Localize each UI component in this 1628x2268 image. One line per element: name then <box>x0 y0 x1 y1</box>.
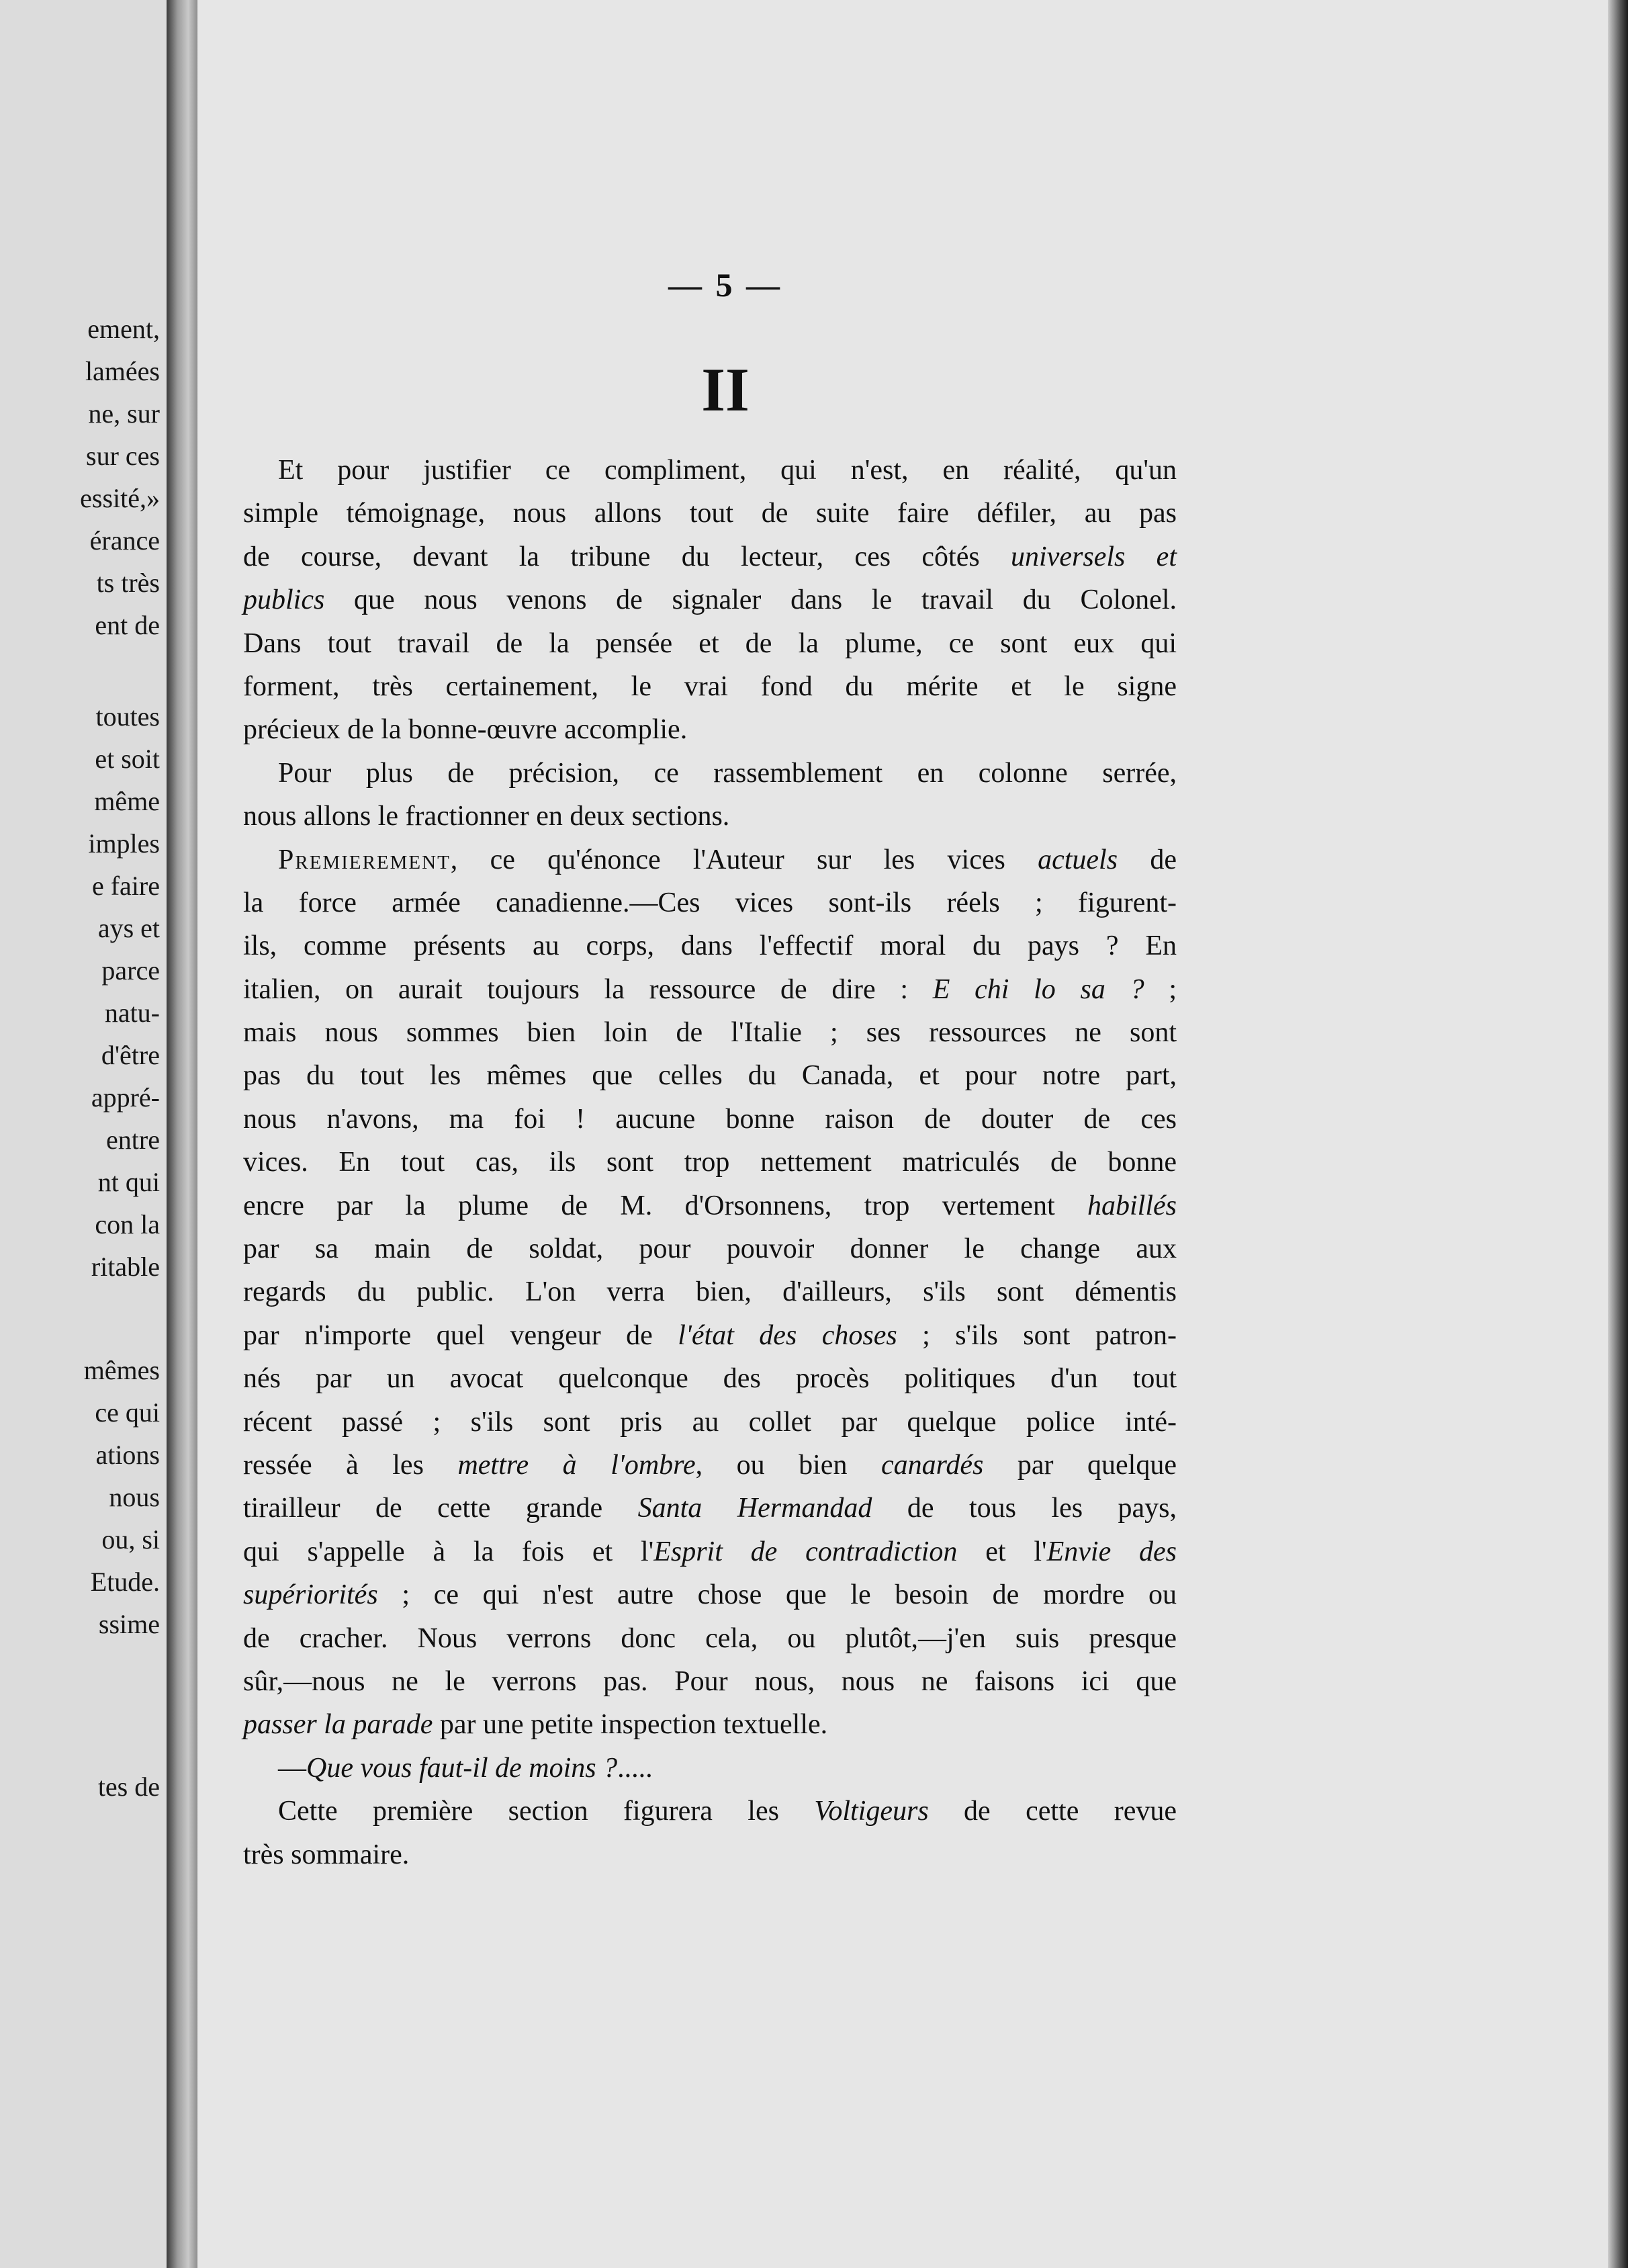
left-page-fragment: nt qui <box>97 1167 160 1197</box>
left-page-fragment: ement, <box>87 314 160 344</box>
text-line: publics que nous venons de signaler dans le travail du Colonel. <box>243 584 1177 616</box>
paragraph <box>243 1747 1177 1790</box>
left-page-fragment: même <box>94 786 160 816</box>
chapter-heading: II <box>701 355 750 424</box>
left-page-fragment: nous <box>109 1482 160 1512</box>
text-line: précieux de la bonne-œuvre accomplie. <box>243 714 688 746</box>
text-line: Et pour justifier ce compliment, qui n'est, en réalité, qu'un <box>278 455 1177 486</box>
left-page-fragment: ce qui <box>95 1397 160 1428</box>
text-line: ressée à les mettre à l'ombre, ou bien canardés par quelque <box>243 1449 1177 1481</box>
text-line: tirailleur de cette grande Santa Hermandad de tous les pays, <box>243 1493 1177 1524</box>
left-page-fragment: érance <box>89 525 160 556</box>
text-line: sûr,—nous ne le verrons pas. Pour nous, nous ne faisons ici que <box>243 1665 1177 1697</box>
left-page-fragment: essité,» <box>80 483 160 513</box>
page-edge <box>1608 0 1628 2268</box>
left-page-fragment: ts très <box>96 568 160 598</box>
left-facing-page <box>0 0 167 2268</box>
text-line: Pour plus de précision, ce rassemblement en colonne serrée, <box>278 757 1177 789</box>
left-page-fragment: ne, sur <box>88 398 160 429</box>
left-page-fragment: et soit <box>95 744 160 774</box>
left-page-fragment: Etude. <box>90 1567 160 1597</box>
text-line: vices. En tout cas, ils sont trop nettement matriculés de bonne <box>243 1147 1177 1178</box>
text-line: qui s'appelle à la fois et l'Esprit de contradiction et l'Envie des <box>243 1536 1177 1567</box>
page-number: — 5 — <box>668 266 782 304</box>
text-line: forment, très certainement, le vrai fond du mérite et le signe <box>243 670 1177 702</box>
left-page-fragment: con la <box>95 1209 160 1239</box>
left-page-fragment: lamées <box>85 356 160 386</box>
left-page-fragment: e faire <box>91 871 160 901</box>
left-page-fragment: natu- <box>104 998 160 1028</box>
text-line: de cracher. Nous verrons donc cela, ou plutôt,—j'en suis presque <box>243 1622 1177 1654</box>
text-line: supériorités ; ce qui n'est autre chose que le besoin de mordre ou <box>243 1579 1177 1611</box>
text-line: pas du tout les mêmes que celles du Canada, et pour notre part, <box>243 1060 1177 1092</box>
text-line: récent passé ; s'ils sont pris au collet par quelque police inté- <box>243 1406 1177 1438</box>
text-line: ils, comme présents au corps, dans l'effectif moral du pays ? En <box>243 930 1177 962</box>
text-line: très sommaire. <box>243 1839 410 1870</box>
text-line: nous allons le fractionner en deux sections. <box>243 801 730 832</box>
left-page-fragment: parce <box>101 955 160 986</box>
text-line: Dans tout travail de la pensée et de la plume, ce sont eux qui <box>243 627 1177 659</box>
text-line: Premierement, ce qu'énonce l'Auteur sur les vices actuels de <box>278 844 1177 875</box>
paragraph <box>243 838 1177 1747</box>
left-page-fragment: tes de <box>97 1772 160 1802</box>
text-line: passer la parade par une petite inspection textuelle. <box>243 1709 828 1741</box>
text-line: regards du public. L'on verra bien, d'ailleurs, s'ils sont démentis <box>243 1276 1177 1308</box>
text-line: de course, devant la tribune du lecteur, ces côtés universels et <box>243 541 1177 572</box>
text-line: par sa main de soldat, pour pouvoir donner le change aux <box>243 1233 1177 1265</box>
paragraph <box>243 752 1177 838</box>
text-line: nés par un avocat quelconque des procès politiques d'un tout <box>243 1363 1177 1395</box>
text-line: italien, on aurait toujours la ressource de dire : E chi lo sa ? ; <box>243 973 1177 1005</box>
left-page-fragment: mêmes <box>83 1355 160 1385</box>
text-line: la force armée canadienne.—Ces vices sont-ils réels ; figurent- <box>243 887 1177 918</box>
paragraph <box>243 1790 1177 1876</box>
left-page-fragment: appré- <box>91 1082 160 1113</box>
left-page-fragment: ssime <box>98 1609 160 1639</box>
text-line: par n'importe quel vengeur de l'état des choses ; s'ils sont patron- <box>243 1319 1177 1351</box>
left-page-fragment: sur ces <box>86 441 160 471</box>
left-page-fragment: ritable <box>91 1252 160 1282</box>
left-page-fragment: ays et <box>97 913 160 943</box>
text-line: simple témoignage, nous allons tout de suite faire défiler, au pas <box>243 498 1177 529</box>
text-line: encre par la plume de M. d'Orsonnens, trop vertement habillés <box>243 1190 1177 1221</box>
left-page-fragment: ou, si <box>101 1524 160 1555</box>
paragraph <box>243 449 1177 752</box>
text-line: Cette première section figurera les Voltigeurs de cette revue <box>278 1796 1177 1827</box>
left-page-fragment: imples <box>88 828 160 859</box>
body-text <box>243 449 1177 1876</box>
left-page-fragment: toutes <box>95 701 160 732</box>
text-line: nous n'avons, ma foi ! aucune bonne raison de douter de ces <box>243 1103 1177 1135</box>
left-page-fragment: ations <box>95 1440 160 1470</box>
text-line: mais nous sommes bien loin de l'Italie ; ses ressources ne sont <box>243 1017 1177 1049</box>
left-page-fragment: entre <box>106 1125 160 1155</box>
left-page-fragment: ent de <box>95 610 160 640</box>
book-gutter <box>167 0 197 2268</box>
text-line: —Que vous faut-il de moins ?..... <box>278 1752 653 1784</box>
left-page-fragment: d'être <box>101 1040 160 1070</box>
